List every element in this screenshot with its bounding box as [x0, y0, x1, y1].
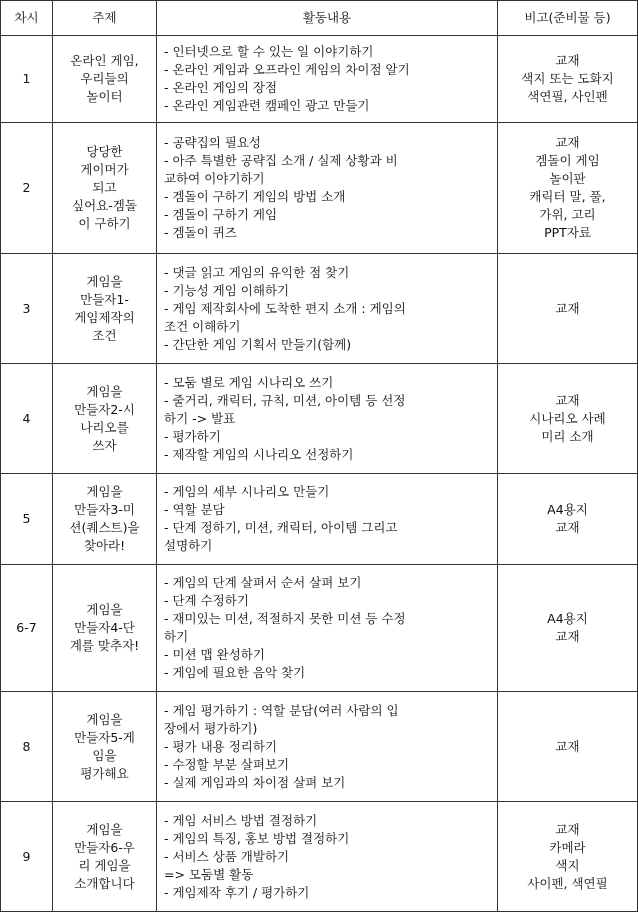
activity-line: - 게임의 특징, 홍보 방법 결정하기 — [164, 830, 350, 846]
notes-cell — [498, 802, 638, 912]
activity-line: - 평가하기 — [164, 428, 221, 444]
topic-line: 만들자2-시 — [74, 401, 135, 417]
topic-line: 계를 맞추자! — [69, 638, 140, 653]
table-row — [1, 474, 638, 565]
note-line: 교재 — [555, 300, 580, 316]
table-body — [1, 36, 638, 912]
topic-line: 만들자6-우 — [74, 839, 135, 855]
activity-line: 교하여 이야기하기 — [164, 171, 265, 186]
activity-line: - 줄거리, 캐릭터, 규칙, 미션, 아이템 등 선정 — [164, 392, 406, 408]
note-line: 사이펜, 색연필 — [527, 875, 608, 891]
topic-line: 이 구하기 — [78, 216, 131, 231]
topic-cell — [53, 565, 157, 692]
activity-line: - 재미있는 미션, 적절하지 못한 미션 등 수정 — [164, 611, 406, 626]
activity-line: - 공략집의 필요성 — [164, 135, 261, 150]
topic-line: 평가해요 — [80, 765, 129, 781]
activity-line: - 아주 특별한 공략집 소개 / 실제 상황과 비 — [164, 153, 398, 168]
header-activities: 활동내용 — [157, 1, 498, 36]
note-line: 카메라 — [549, 839, 586, 855]
activity-line: - 게임 평가하기 : 역할 분담(여러 사람의 입 — [164, 702, 399, 718]
notes-cell — [498, 254, 638, 364]
table-row — [1, 565, 638, 692]
notes-cell — [498, 565, 638, 692]
header-topic: 주제 — [53, 1, 157, 36]
topic-line: 되고 — [92, 180, 117, 195]
topic-line: 온라인 게임, — [70, 53, 139, 68]
activity-line: - 간단한 게임 기획서 만들기(함께) — [164, 336, 352, 352]
activity-line: - 겜돌이 구하기 게임 — [164, 207, 278, 222]
activities-cell — [157, 692, 498, 802]
topic-line: 조건 — [92, 327, 117, 343]
table-row — [1, 36, 638, 123]
note-line: 색연필, 사인펜 — [527, 89, 608, 104]
topic-line: 게임제작의 — [74, 309, 135, 325]
topic-line: 임을 — [92, 747, 117, 763]
topic-line: 게임을 — [86, 484, 123, 499]
note-line: 겜돌이 게임 — [535, 153, 600, 168]
activity-line: - 단계 수정하기 — [164, 593, 249, 608]
session-cell: 3 — [1, 254, 53, 364]
topic-line: 리 게임을 — [78, 857, 131, 873]
topic-line: 만들자4-단 — [74, 620, 135, 635]
topic-cell — [53, 123, 157, 254]
activity-line: - 제작할 게임의 시나리오 선정하기 — [164, 446, 354, 462]
session-cell: 4 — [1, 364, 53, 474]
session-cell: 6-7 — [1, 565, 53, 692]
session-cell: 9 — [1, 802, 53, 912]
session-cell: 2 — [1, 123, 53, 254]
activity-line: - 서비스 상품 개발하기 — [164, 848, 290, 864]
notes-cell — [498, 123, 638, 254]
topic-cell — [53, 474, 157, 565]
note-line: 교재 — [555, 821, 580, 837]
session-cell: 1 — [1, 36, 53, 123]
activity-line: - 역할 분담 — [164, 502, 225, 517]
activity-line: 조건 이해하기 — [164, 318, 241, 334]
topic-cell — [53, 364, 157, 474]
activity-line: - 온라인 게임의 장점 — [164, 80, 278, 95]
topic-line: 놀이터 — [86, 89, 123, 104]
activities-cell — [157, 565, 498, 692]
note-line: 교재 — [555, 629, 580, 644]
activity-line: => 모둠별 활동 — [164, 866, 254, 882]
topic-line: 만들자3-미 — [74, 502, 135, 517]
topic-line: 소개합니다 — [74, 875, 135, 891]
topic-line: 싶어요-겜돌 — [72, 198, 137, 213]
table-row — [1, 254, 638, 364]
topic-cell — [53, 692, 157, 802]
session-cell: 5 — [1, 474, 53, 565]
note-line: A4용지 — [547, 502, 588, 517]
topic-line: 나리오를 — [80, 419, 129, 435]
topic-cell — [53, 254, 157, 364]
topic-line: 게임을 — [86, 383, 123, 399]
activity-line: - 댓글 읽고 게임의 유익한 점 찾기 — [164, 264, 350, 280]
note-line: 미리 소개 — [541, 428, 594, 444]
activities-cell — [157, 123, 498, 254]
topic-line: 우리들의 — [80, 71, 129, 86]
topic-line: 션(퀘스트)을 — [69, 520, 140, 535]
topic-line: 게임을 — [86, 273, 123, 289]
topic-line: 찾아라! — [83, 538, 126, 553]
topic-line: 만들자5-게 — [74, 729, 135, 745]
note-line: 교재 — [555, 520, 580, 535]
session-cell: 8 — [1, 692, 53, 802]
activity-line: - 겜돌이 퀴즈 — [164, 225, 237, 240]
activity-line: - 게임 서비스 방법 결정하기 — [164, 812, 318, 828]
note-line: 시나리오 사례 — [529, 410, 606, 426]
note-line: 캐릭터 말, 풀, — [529, 189, 606, 204]
activity-line: - 기능성 게임 이해하기 — [164, 282, 290, 298]
activity-line: - 게임의 세부 시나리오 만들기 — [164, 484, 330, 499]
topic-line: 당당한 — [86, 144, 123, 159]
note-line: 교재 — [555, 53, 580, 68]
note-line: A4용지 — [547, 611, 588, 626]
notes-cell — [498, 364, 638, 474]
activity-line: - 인터넷으로 할 수 있는 일 이야기하기 — [164, 44, 374, 59]
activities-cell — [157, 254, 498, 364]
note-line: 교재 — [555, 135, 580, 150]
note-line: 가위, 고리 — [539, 207, 596, 222]
note-line: 놀이판 — [549, 171, 586, 186]
activity-line: - 온라인 게임관련 캠페인 광고 만들기 — [164, 98, 370, 113]
topic-line: 게임을 — [86, 711, 123, 727]
header-session: 차시 — [1, 1, 53, 36]
activity-line: - 평가 내용 정리하기 — [164, 738, 278, 754]
topic-line: 만들자1- — [80, 291, 129, 307]
table-row — [1, 802, 638, 912]
note-line: 교재 — [555, 392, 580, 408]
activity-line: - 실제 게임과의 차이점 살펴 보기 — [164, 774, 346, 790]
note-line: 색지 — [555, 857, 580, 873]
activity-line: 설명하기 — [164, 538, 213, 553]
note-line: 색지 또는 도화지 — [521, 71, 614, 86]
note-line: 교재 — [555, 738, 580, 754]
topic-line: 게임을 — [86, 821, 123, 837]
activity-line: 장에서 평가하기) — [164, 720, 258, 736]
topic-line: 게이머가 — [80, 162, 129, 177]
activity-line: - 겜돌이 구하기 게임의 방법 소개 — [164, 189, 346, 204]
activity-line: - 단계 정하기, 미션, 캐릭터, 아이템 그리고 — [164, 520, 398, 535]
activities-cell — [157, 36, 498, 123]
topic-line: 게임을 — [86, 602, 123, 617]
notes-cell — [498, 474, 638, 565]
activities-cell — [157, 364, 498, 474]
activities-cell — [157, 474, 498, 565]
activity-line: - 게임의 단계 살펴서 순서 살펴 보기 — [164, 575, 362, 590]
activity-line: 하기 -> 발표 — [164, 410, 236, 426]
notes-cell — [498, 36, 638, 123]
table-row — [1, 692, 638, 802]
table-row — [1, 123, 638, 254]
notes-cell — [498, 692, 638, 802]
activity-line: - 게임제작 후기 / 평가하기 — [164, 884, 310, 900]
activity-line: - 수정할 부분 살펴보기 — [164, 756, 290, 772]
activity-line: - 게임 제작회사에 도착한 편지 소개 : 게임의 — [164, 300, 406, 316]
table-row — [1, 364, 638, 474]
header-row — [1, 1, 638, 36]
activity-line: - 모둠 별로 게임 시나리오 쓰기 — [164, 374, 334, 390]
activity-line: - 게임에 필요한 음악 찾기 — [164, 665, 306, 680]
note-line: PPT자료 — [544, 225, 591, 240]
header-notes: 비고(준비물 등) — [498, 1, 638, 36]
topic-line: 쓰자 — [92, 437, 117, 453]
activity-line: - 온라인 게임과 오프라인 게임의 차이점 알기 — [164, 62, 410, 77]
topic-cell — [53, 36, 157, 123]
topic-cell — [53, 802, 157, 912]
activity-line: - 미션 맵 완성하기 — [164, 647, 265, 662]
activities-cell — [157, 802, 498, 912]
activity-line: 하기 — [164, 629, 189, 644]
